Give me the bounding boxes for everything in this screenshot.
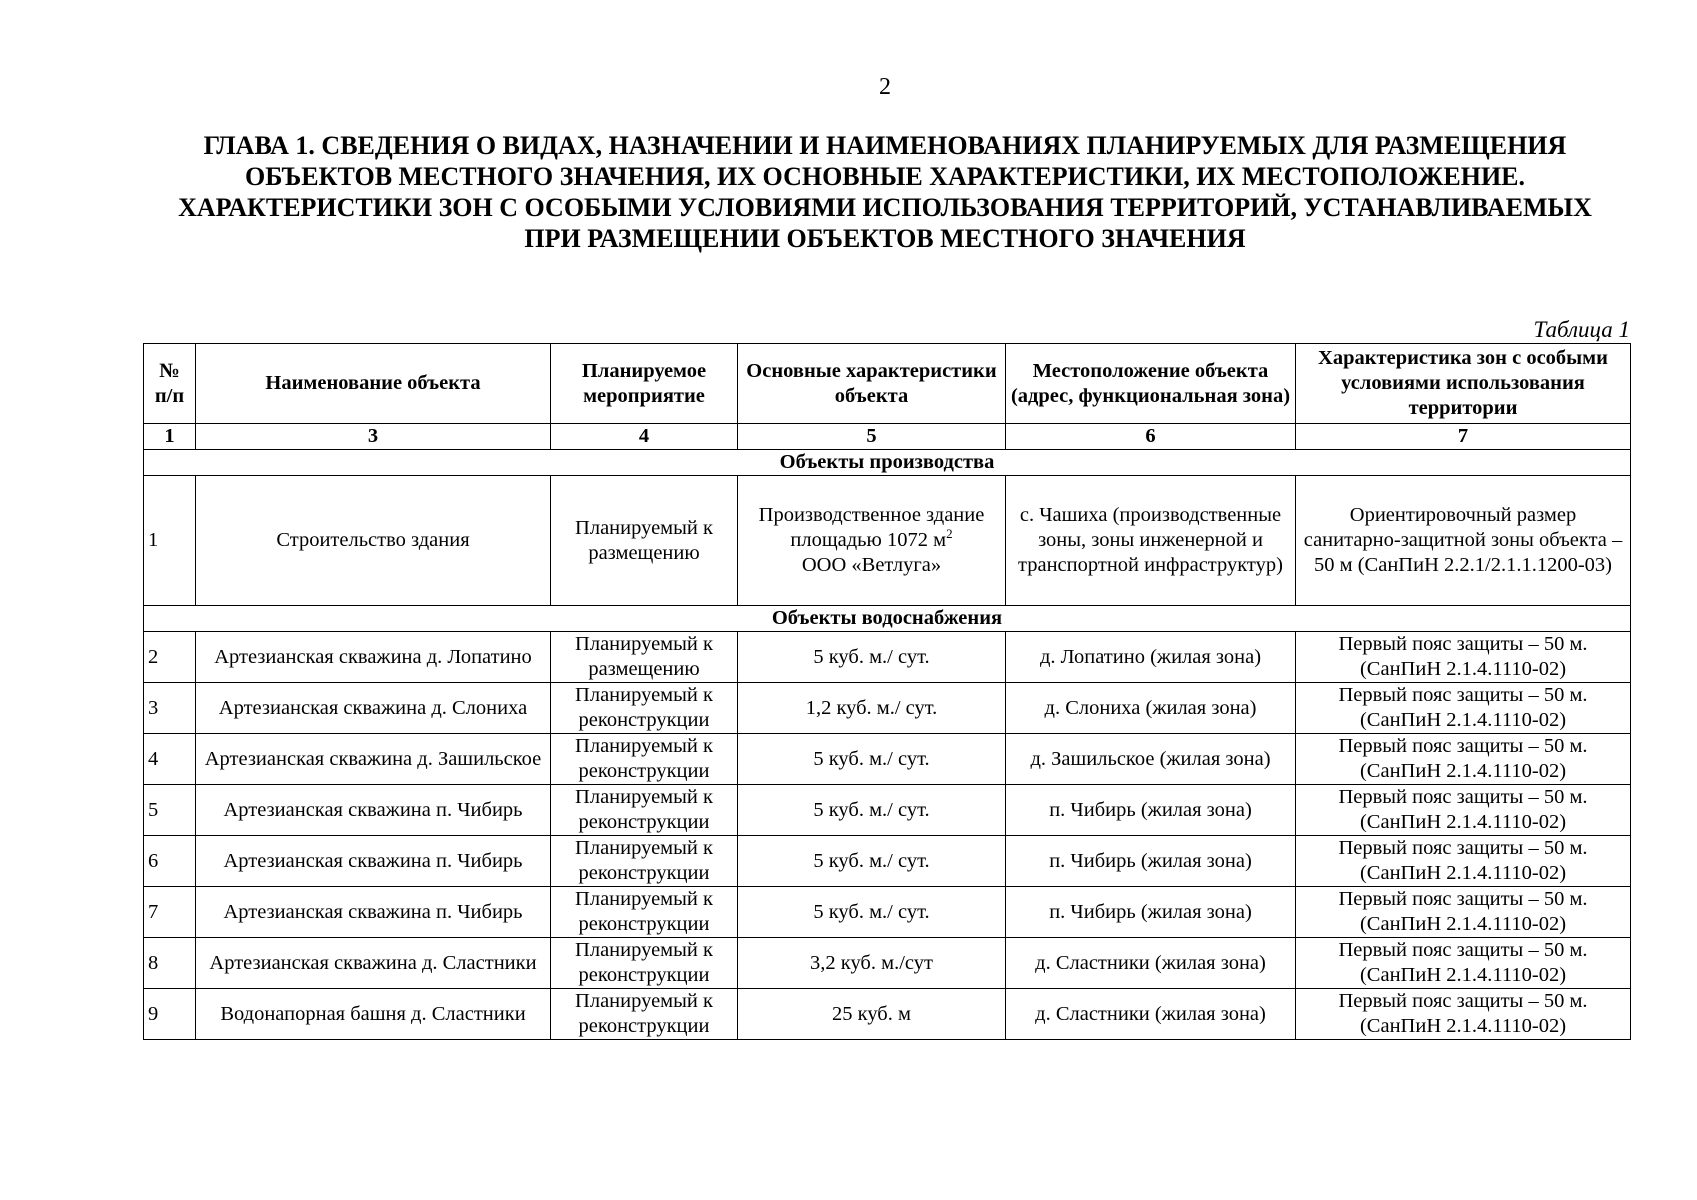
object-characteristics: 5 куб. м./ сут. — [738, 785, 1006, 836]
planned-action: Планируемый к реконструкции — [551, 785, 738, 836]
area-unit-superscript: 2 — [946, 526, 953, 542]
table-header-row — [144, 344, 1631, 424]
company-name: ООО «Ветлуга» — [801, 554, 942, 576]
characteristics-text: Производственное здание площадью 1072 м — [758, 504, 985, 551]
section-row — [144, 606, 1631, 632]
row-number: 2 — [144, 632, 196, 683]
column-number: 7 — [1296, 424, 1631, 450]
object-location: д. Слониха (жилая зона) — [1006, 683, 1296, 734]
object-name: Артезианская скважина д. Сластники — [196, 938, 551, 989]
object-location: п. Чибирь (жилая зона) — [1006, 785, 1296, 836]
planned-action: Планируемый к реконструкции — [551, 836, 738, 887]
column-number: 4 — [551, 424, 738, 450]
object-characteristics: 5 куб. м./ сут. — [738, 836, 1006, 887]
table-row — [144, 785, 1631, 836]
column-number: 5 — [738, 424, 1006, 450]
header-num: № п/п — [144, 344, 196, 424]
object-characteristics — [738, 476, 1006, 606]
object-name: Строительство здания — [196, 476, 551, 606]
row-number: 7 — [144, 887, 196, 938]
zone-characteristics: Первый пояс защиты – 50 м. (СанПиН 2.1.4.1110-02) — [1296, 938, 1631, 989]
zone-characteristics: Первый пояс защиты – 50 м. (СанПиН 2.1.4.1110-02) — [1296, 734, 1631, 785]
header-characteristics: Основные характеристики объекта — [738, 344, 1006, 424]
object-location: д. Сластники (жилая зона) — [1006, 938, 1296, 989]
table-row — [144, 836, 1631, 887]
row-number: 4 — [144, 734, 196, 785]
planned-action: Планируемый к размещению — [551, 632, 738, 683]
page-number: 2 — [879, 74, 891, 100]
row-number: 8 — [144, 938, 196, 989]
column-number: 1 — [144, 424, 196, 450]
object-characteristics: 25 куб. м — [738, 989, 1006, 1040]
section-title-water: Объекты водоснабжения — [144, 606, 1631, 632]
header-zone: Характеристика зон с особыми условиями использования территории — [1296, 344, 1631, 424]
section-row — [144, 450, 1631, 476]
column-number-row — [144, 424, 1631, 450]
zone-characteristics: Первый пояс защиты – 50 м. (СанПиН 2.1.4.1110-02) — [1296, 683, 1631, 734]
object-name: Артезианская скважина п. Чибирь — [196, 836, 551, 887]
row-number: 5 — [144, 785, 196, 836]
planned-action: Планируемый к реконструкции — [551, 734, 738, 785]
table-row — [144, 632, 1631, 683]
section-title-production: Объекты производства — [144, 450, 1631, 476]
table-row — [144, 734, 1631, 785]
object-location: д. Сластники (жилая зона) — [1006, 989, 1296, 1040]
planned-action: Планируемый к реконструкции — [551, 887, 738, 938]
object-characteristics: 5 куб. м./ сут. — [738, 887, 1006, 938]
object-location: с. Чашиха (производственные зоны, зоны инженерной и транспортной инфраструктур) — [1006, 476, 1296, 606]
object-location: д. Лопатино (жилая зона) — [1006, 632, 1296, 683]
object-name: Артезианская скважина д. Лопатино — [196, 632, 551, 683]
row-number: 1 — [144, 476, 196, 606]
column-number: 3 — [196, 424, 551, 450]
object-location: п. Чибирь (жилая зона) — [1006, 836, 1296, 887]
object-location: д. Зашильское (жилая зона) — [1006, 734, 1296, 785]
object-characteristics: 5 куб. м./ сут. — [738, 632, 1006, 683]
header-location: Местоположение объекта (адрес, функциональная зона) — [1006, 344, 1296, 424]
planned-action: Планируемый к реконструкции — [551, 989, 738, 1040]
planned-action: Планируемый к реконструкции — [551, 938, 738, 989]
table-row — [144, 683, 1631, 734]
zone-characteristics: Ориентировочный размер санитарно-защитной зоны объекта – 50 м (СанПиН 2.2.1/2.1.1.1200-03) — [1296, 476, 1631, 606]
object-name: Артезианская скважина п. Чибирь — [196, 887, 551, 938]
zone-characteristics: Первый пояс защиты – 50 м. (СанПиН 2.1.4.1110-02) — [1296, 632, 1631, 683]
planned-action: Планируемый к размещению — [551, 476, 738, 606]
object-name: Артезианская скважина д. Зашильское — [196, 734, 551, 785]
object-name: Водонапорная башня д. Сластники — [196, 989, 551, 1040]
table-caption: Таблица 1 — [1533, 317, 1630, 342]
objects-table — [143, 343, 1631, 1040]
header-action: Планируемое мероприятие — [551, 344, 738, 424]
object-characteristics: 1,2 куб. м./ сут. — [738, 683, 1006, 734]
row-number: 3 — [144, 683, 196, 734]
zone-characteristics: Первый пояс защиты – 50 м. (СанПиН 2.1.4.1110-02) — [1296, 785, 1631, 836]
zone-characteristics: Первый пояс защиты – 50 м. (СанПиН 2.1.4.1110-02) — [1296, 836, 1631, 887]
object-characteristics: 3,2 куб. м./сут — [738, 938, 1006, 989]
column-number: 6 — [1006, 424, 1296, 450]
zone-characteristics: Первый пояс защиты – 50 м. (СанПиН 2.1.4.1110-02) — [1296, 989, 1631, 1040]
object-name: Артезианская скважина д. Слониха — [196, 683, 551, 734]
header-name: Наименование объекта — [196, 344, 551, 424]
zone-characteristics: Первый пояс защиты – 50 м. (СанПиН 2.1.4.1110-02) — [1296, 887, 1631, 938]
table-row — [144, 989, 1631, 1040]
object-location: п. Чибирь (жилая зона) — [1006, 887, 1296, 938]
planned-action: Планируемый к реконструкции — [551, 683, 738, 734]
object-name: Артезианская скважина п. Чибирь — [196, 785, 551, 836]
object-characteristics: 5 куб. м./ сут. — [738, 734, 1006, 785]
row-number: 9 — [144, 989, 196, 1040]
chapter-title: ГЛАВА 1. СВЕДЕНИЯ О ВИДАХ, НАЗНАЧЕНИИ И НАИМЕНОВАНИЯХ ПЛАНИРУЕМЫХ ДЛЯ РАЗМЕЩЕНИЯ ОБЪЕКТОВ МЕСТНОГО ЗНАЧЕНИЯ, ИХ ОСНОВНЫЕ ХАРАКТЕРИСТИКИ, ИХ МЕСТОПОЛОЖЕНИЕ. ХАРАКТЕРИСТИКИ ЗОН С ОСОБЫМИ УСЛОВИЯМИ ИСПОЛЬЗОВАНИЯ ТЕРРИТОРИЙ, УСТАНАВЛИВАЕМЫХ ПРИ РАЗМЕЩЕНИИ ОБЪЕКТОВ МЕСТНОГО ЗНАЧЕНИЯ — [178, 131, 1592, 253]
table-row — [144, 887, 1631, 938]
row-number: 6 — [144, 836, 196, 887]
table-row — [144, 938, 1631, 989]
table-row — [144, 476, 1631, 606]
